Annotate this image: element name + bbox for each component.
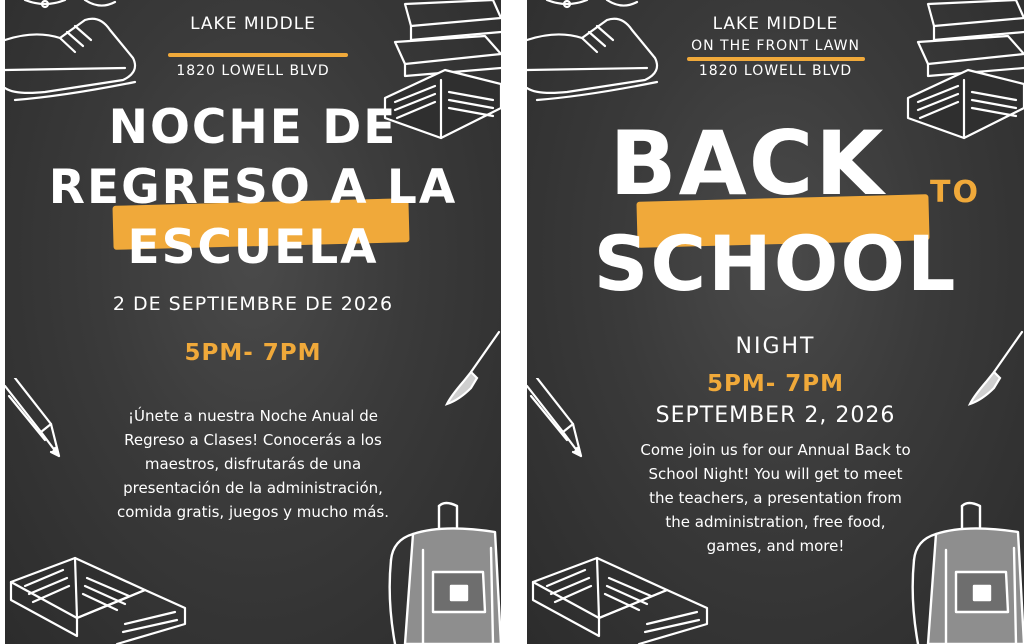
body-line-5: games, and more! [706,537,845,555]
body-line-1: ¡Únete a nuestra Noche Anual de [128,407,378,425]
title-line-2: REGRESO A LA [48,160,458,215]
title-line-3: ESCUELA [127,220,379,275]
event-time: 5PM- 7PM [184,340,322,366]
school-address: 1820 LOWELL BLVD [698,63,853,79]
school-name: LAKE MIDDLE [190,14,316,34]
body-line-2: Regreso a Clases! Conocerás a los [124,431,382,449]
flyer-spanish [5,0,501,644]
accent-underline [687,57,865,61]
body-line-5: comida gratis, juegos y mucho más. [117,503,389,521]
title-night: NIGHT [735,334,816,359]
accent-underline [168,53,348,57]
flyer-english [527,0,1024,644]
title-to: TO [930,175,980,210]
title-school: SCHOOL [593,219,958,308]
open-book-icon [527,552,717,644]
event-location: ON THE FRONT LAWN [691,38,860,54]
open-book-icon [5,552,195,644]
body-line-4: the administration, free food, [665,513,886,531]
body-line-4: presentación de la administración, [123,479,383,497]
title-back: BACK [609,112,886,215]
school-address: 1820 LOWELL BLVD [176,63,330,79]
body-line-1: Come join us for our Annual Back to [640,441,911,459]
school-name: LAKE MIDDLE [712,14,839,34]
body-line-3: the teachers, a presentation from [649,489,902,507]
event-time: 5PM- 7PM [706,371,845,397]
body-line-3: maestros, disfrutarás de una [144,455,362,473]
body-line-2: School Night! You will get to meet [648,465,903,483]
event-date: SEPTEMBER 2, 2026 [655,403,896,428]
event-date: 2 DE SEPTIEMBRE DE 2026 [112,293,394,315]
title-line-1: NOCHE DE [108,100,398,155]
